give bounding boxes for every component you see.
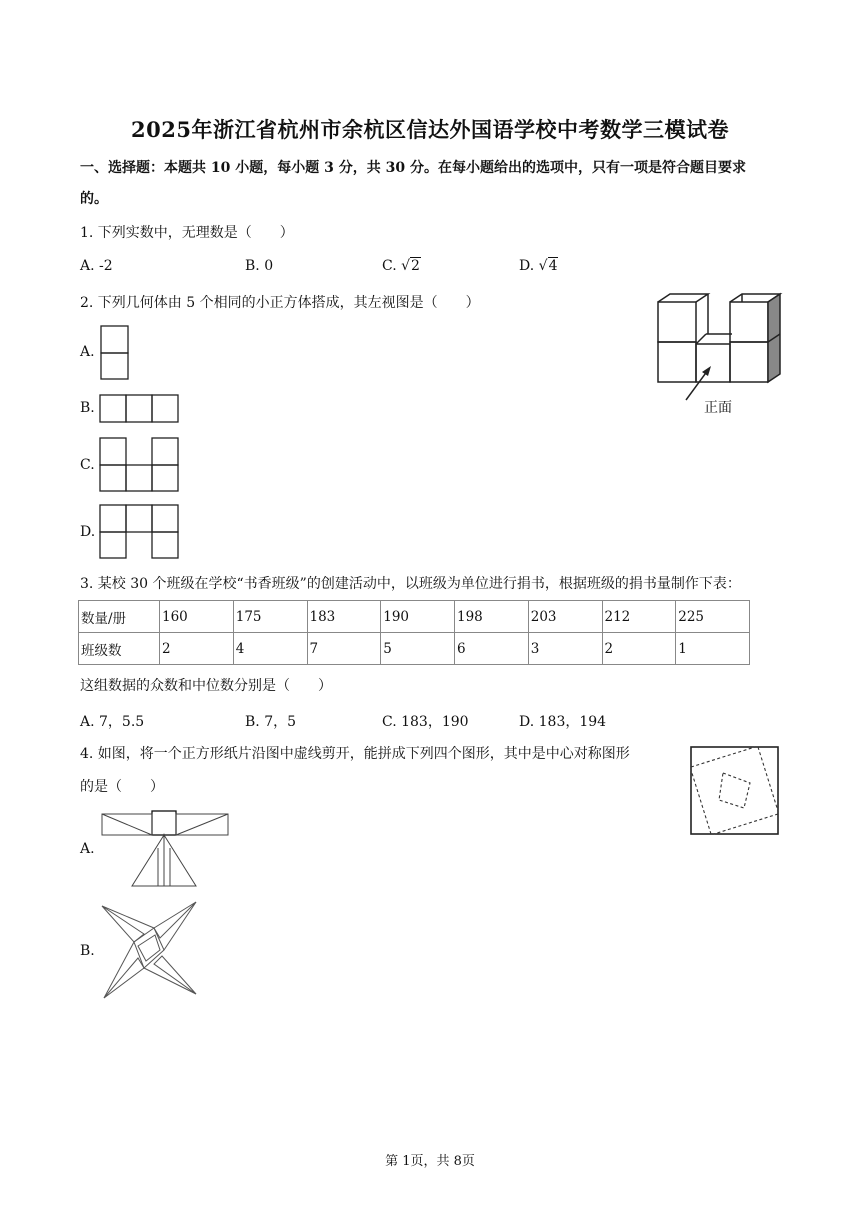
section-heading-cont: 的。 — [80, 191, 108, 207]
q1-option-d-radicand: 4 — [548, 258, 558, 274]
page-title: 2025年浙江省杭州市余杭区信达外国语学校中考数学三模试卷 — [131, 117, 729, 142]
q2-option-d: D. — [80, 524, 96, 540]
q4-stem-cont: 的是（ ） — [80, 779, 164, 795]
q2-option-c: C. — [80, 457, 95, 473]
page-footer: 第 1页，共 8页 — [385, 1154, 475, 1169]
q2-option-a-figure — [100, 325, 130, 381]
table-cell: 225 — [676, 601, 750, 633]
q1-stem: 1. 下列实数中，无理数是（ ） — [80, 225, 294, 241]
table-cell: 数量/册 — [79, 601, 160, 633]
q1-option-b: B. 0 — [245, 258, 274, 274]
q4-square-figure — [689, 745, 781, 837]
table-cell: 5 — [381, 633, 455, 665]
table-cell: 198 — [455, 601, 529, 633]
table-row — [79, 633, 750, 665]
q4-option-a: A. — [80, 841, 95, 857]
q4-option-a-figure — [98, 808, 232, 890]
q1-option-c-label: C. — [382, 258, 397, 274]
q1-option-c — [382, 258, 421, 274]
table-cell: 175 — [233, 601, 307, 633]
table-cell: 190 — [381, 601, 455, 633]
table-cell: 4 — [233, 633, 307, 665]
q4-stem: 4. 如图，将一个正方形纸片沿图中虚线剪开，能拼成下列四个图形，其中是中心对称图形 — [80, 746, 630, 762]
q1-option-d — [519, 258, 558, 274]
q1-option-a: A. -2 — [80, 258, 113, 274]
table-cell: 203 — [528, 601, 602, 633]
table-cell: 7 — [307, 633, 381, 665]
table-cell: 1 — [676, 633, 750, 665]
q3-option-d: D. 183，194 — [519, 714, 607, 730]
q3-stem: 3. 某校 30 个班级在学校“书香班级”的创建活动中，以班级为单位进行捐书，根据班级的捐书量制作下表： — [80, 576, 741, 592]
table-cell: 183 — [307, 601, 381, 633]
q2-stem: 2. 下列几何体由 5 个相同的小正方体搭成，其左视图是（ ） — [80, 295, 480, 311]
section-heading: 一、选择题：本题共 10 小题，每小题 3 分，共 30 分。在每小题给出的选项中，只有一项是符合题目要求 — [80, 160, 746, 176]
q2-option-b-figure — [99, 394, 181, 424]
q1-option-c-radicand: 2 — [411, 258, 420, 274]
q4-option-b: B. — [80, 943, 95, 959]
q2-option-d-figure — [99, 504, 181, 560]
q2-option-b: B. — [80, 400, 95, 416]
q1-option-d-label: D. — [519, 258, 535, 274]
table-cell: 212 — [602, 601, 676, 633]
q2-option-c-figure — [99, 437, 181, 493]
table-cell: 3 — [528, 633, 602, 665]
q3-question: 这组数据的众数和中位数分别是（ ） — [80, 678, 332, 694]
q3-data-table — [78, 600, 750, 665]
q3-option-a: A. 7，5.5 — [80, 714, 145, 730]
sqrt-sign: √ — [538, 258, 548, 274]
q4-option-b-figure — [98, 898, 200, 1002]
table-cell: 班级数 — [79, 633, 160, 665]
arrow-icon — [686, 366, 711, 400]
sqrt-sign: √ — [401, 258, 411, 274]
table-cell: 2 — [602, 633, 676, 665]
front-label: 正面 — [704, 400, 732, 416]
table-cell: 160 — [160, 601, 234, 633]
table-cell: 2 — [160, 633, 234, 665]
q3-option-b: B. 7，5 — [245, 714, 297, 730]
q3-option-c: C. 183，190 — [382, 714, 469, 730]
table-row — [79, 601, 750, 633]
q2-option-a: A. — [80, 344, 95, 360]
table-cell: 6 — [455, 633, 529, 665]
